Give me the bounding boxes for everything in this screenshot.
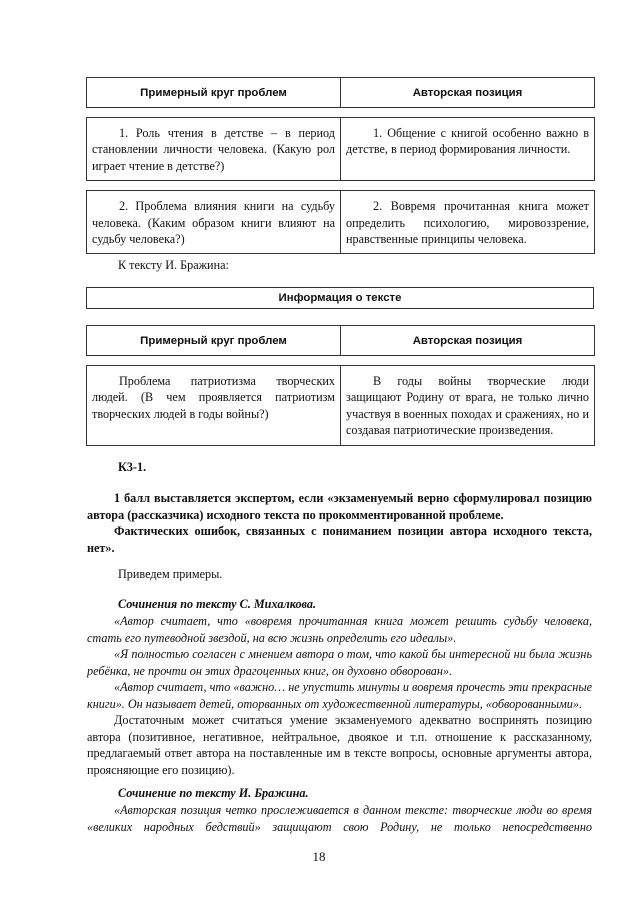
table2-header-problems: Примерный круг проблем	[87, 326, 341, 356]
table1-row2-problem: 2. Проблема влияния книги на судьбу человека. (Каким образом книги влияют на судьбу человека?)	[87, 191, 341, 254]
table1-row2-position: 2. Вовремя прочитанная книга может определить психологию, мировоззрение, нравственные принципы человека.	[341, 191, 595, 254]
criterion-paragraph-1: 1 балл выставляется экспертом, если «экзаменуемый верно сформулировал позицию автора (рассказчика) исходного текста по прокомментированной проблеме.	[87, 491, 592, 522]
table1-row1-problem: 1. Роль чтения в детстве – в период становлении личности человека. (Какую рол играет чтение в детстве?)	[87, 118, 341, 181]
table1-header-position: Авторская позиция	[341, 78, 595, 108]
table1-header-problems: Примерный круг проблем	[87, 78, 341, 108]
criterion-title: К3-1.	[118, 460, 147, 474]
essay1-quote-2: «Я полностью согласен с мнением автора о том, что какой бы интересной ни была жизнь ребёнка, не прочти он этих драгоценных книг, он духовно обворован».	[87, 647, 592, 678]
table2-row-position: В годы войны творческие люди защищают Родину от врага, не только лично участвуя в военных походах и сражениях, но и создавая патриотические произведения.	[341, 366, 595, 446]
problems-table-brazhin	[86, 325, 595, 446]
essay2-title: Сочинение по тексту И. Бражина.	[118, 786, 309, 800]
text-intro-brazhin: К тексту И. Бражина:	[118, 258, 229, 272]
examples-intro: Приведем примеры.	[118, 567, 223, 581]
table2-row-problem: Проблема патриотизма творческих людей. (В чем проявляется патриотизм творческих людей в годы войны?)	[87, 366, 341, 446]
essay1-quote-1: «Автор считает, что «вовремя прочитанная книга может решить судьбу человека, стать его путеводной звездой, на всю жизнь определить его идеалы».	[87, 614, 592, 645]
table2-header-position: Авторская позиция	[341, 326, 595, 356]
info-box: Информация о тексте	[86, 287, 594, 309]
essay1-quote-3: «Автор считает, что «важно… не упустить минуты и вовремя прочесть эти прекрасные книги». Он называет детей, оторванных от художественной литературы, «обворованными».	[87, 680, 592, 711]
criterion-paragraph-2: Фактических ошибок, связанных с пониманием позиции автора исходного текста, нет».	[87, 524, 592, 555]
page-number: 18	[312, 849, 326, 864]
essay1-title: Сочинения по тексту С. Михалкова.	[118, 597, 317, 611]
essay2-quote-1: «Авторская позиция четко прослеживается в данном тексте: творческие люди во время «великих народных бедствий» защищают свою Родину, не только непосредственно	[87, 803, 592, 834]
table1-row1-position: 1. Общение с книгой особенно важно в детстве, в период формирования личности.	[341, 118, 595, 181]
problems-table-mikhalkov	[86, 77, 595, 254]
essay1-comment: Достаточным может считаться умение экзаменуемого адекватно воспринять позицию автора (позитивное, негативное, нейтральное, двоякое и т.п. отношение к рассказанному, предлагаемый ответ автора на поставленные им в тексте вопросы, основные аргументы автора, проясняющие его позицию).	[87, 713, 592, 777]
